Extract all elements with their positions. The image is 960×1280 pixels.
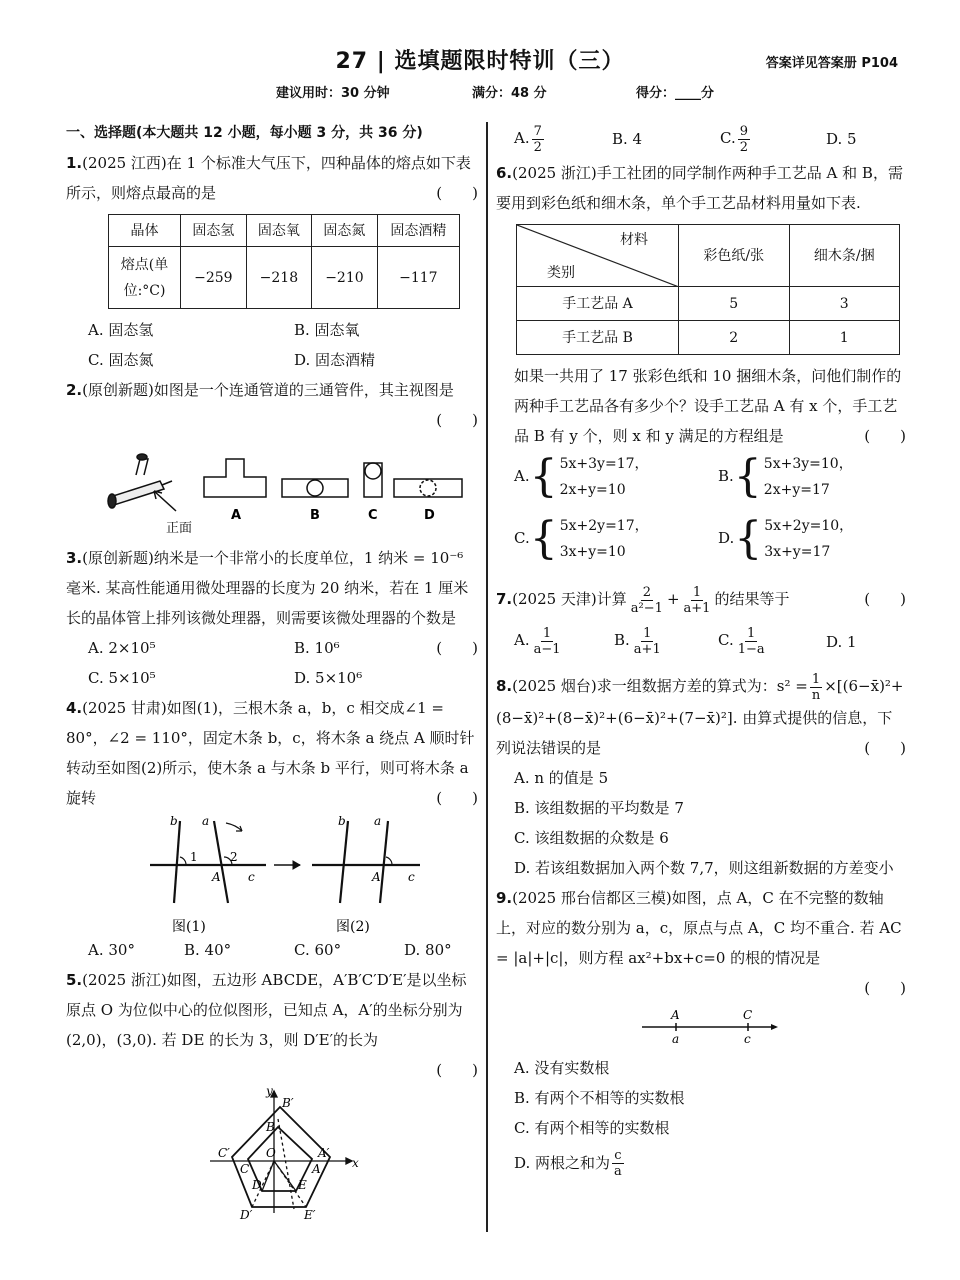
fraction-denominator: a−1 <box>533 641 561 657</box>
question-text: (2025 浙江)如图，五边形 ABCDE，A′B′C′D′E′是以坐标原点 O 为位似中心的位似图形，已知点 A，A′的坐标分别为(2,0)，(3,0). 若 DE 的长为 3，则 D′E′的长为 <box>66 971 467 1049</box>
option-label: B. <box>718 467 734 485</box>
answer-paren: ( ) <box>864 738 906 757</box>
option[interactable]: C. 有两个相等的实数根 <box>514 1118 670 1137</box>
melting-point-table <box>108 214 460 309</box>
fraction-numerator: 1 <box>542 625 552 641</box>
svg-text:D′: D′ <box>240 1208 253 1221</box>
option[interactable]: D. 1 <box>826 633 857 651</box>
fraction-numerator: 1 <box>692 584 702 600</box>
option[interactable]: C. 60° <box>294 941 342 959</box>
question-6 <box>496 158 906 575</box>
svg-text:B: B <box>266 1120 275 1134</box>
option[interactable]: B. 固态氧 <box>294 321 360 339</box>
option-label: C. <box>514 529 530 547</box>
rotating-sticks-figure <box>66 813 478 935</box>
answer-paren: ( ) <box>864 427 906 445</box>
question-number: 8. <box>496 677 513 695</box>
answer-paren: ( ) <box>864 590 906 608</box>
question-4 <box>66 693 478 965</box>
option[interactable]: D. 若该组数据加入两个数 7,7，则这组新数据的方差变小 <box>514 858 894 877</box>
page-title: 27 | 选填题限时特训（三） <box>335 49 625 74</box>
fraction-numerator: 1 <box>811 671 821 687</box>
question-8 <box>496 671 906 883</box>
diagonal-line <box>517 225 679 287</box>
option[interactable]: D. { 5x+2y=10， 3x+y=17 <box>718 513 854 564</box>
figure-label-c: C <box>368 508 378 523</box>
right-column <box>496 118 906 1183</box>
table-cell: 5 <box>679 287 790 321</box>
question-number: 5. <box>66 971 83 989</box>
table-cell: 手工艺品 A <box>517 287 679 321</box>
option[interactable]: D. 5×10⁶ <box>294 669 363 687</box>
option[interactable]: A. n 的值是 5 <box>514 768 609 787</box>
question-text: (原创新题)如图是一个连通管道的三通管件，其主视图是 <box>82 381 454 399</box>
fraction-numerator: 1 <box>747 625 756 641</box>
option[interactable]: A. 30° <box>88 941 135 959</box>
question-text: (2025 烟台)求一组数据方差的算式为：s² = <box>512 677 808 695</box>
figure-label-b: B <box>310 508 320 523</box>
answer-paren: ( ) <box>436 639 478 657</box>
table-cell: −117 <box>377 247 459 309</box>
svg-text:2: 2 <box>230 850 238 864</box>
table-header-cell: 彩色纸/张 <box>679 225 790 287</box>
svg-text:b: b <box>338 814 346 828</box>
table-cell: 3 <box>789 287 900 321</box>
question-number: 6. <box>496 164 513 182</box>
option[interactable]: C. 该组数据的众数是 6 <box>514 828 669 847</box>
option[interactable] <box>718 625 769 657</box>
fraction-numerator: 2 <box>642 584 651 600</box>
question-7 <box>496 579 906 665</box>
option-label: A. <box>514 129 530 147</box>
option[interactable]: D. 固态酒精 <box>294 351 376 369</box>
point-a-label: A <box>671 1007 680 1022</box>
question-5 <box>66 965 478 1221</box>
fraction-numerator: 1 <box>643 625 652 641</box>
header-material: 材料 <box>620 232 648 248</box>
question-text: (2025 邢台信都区三模)如图，点 A，C 在不完整的数轴上，对应的数分别为 a，c，原点与点 A，C 均不重合. 若 AC = |a|+|c|，则方程 ax²+bx+c=0 的根的情况是 <box>496 888 902 967</box>
value-c-label: c <box>744 1031 751 1046</box>
option-text: D. 两根之和为 <box>514 1153 611 1172</box>
question-text: (2025 天津)计算 <box>512 590 627 608</box>
svg-text:c: c <box>408 870 415 884</box>
figure-label-d: D <box>424 508 435 523</box>
svg-text:B′: B′ <box>282 1096 294 1110</box>
equation-line: 5x+3y=17， <box>559 456 649 472</box>
fraction-numerator: 9 <box>739 123 748 139</box>
question-text: 如果一共用了 17 张彩色纸和 10 捆细木条，问他们制作的两种手工艺品各有多少个？设手工艺品 A 有 x 个，手工艺品 B 有 y 个，则 x 和 y 满足的方程组是 <box>514 367 902 445</box>
fraction-denominator: a+1 <box>633 641 661 657</box>
equation-line: 5x+3y=10， <box>763 456 853 472</box>
table-header-cell: 固态酒精 <box>377 215 459 247</box>
answer-paren: ( ) <box>436 789 478 807</box>
table-header-cell: 固态氮 <box>312 215 378 247</box>
materials-table <box>516 224 900 355</box>
table-cell: −218 <box>246 247 312 309</box>
fraction-numerator: 7 <box>533 123 542 139</box>
option-label: C. <box>718 631 734 649</box>
fraction-denominator: 2 <box>739 139 748 155</box>
question-9 <box>496 883 906 1183</box>
option-label: A. <box>514 467 530 485</box>
svg-text:A′: A′ <box>318 1146 330 1160</box>
column-divider <box>486 122 488 1232</box>
figure-1-caption: 图(1) <box>172 919 206 935</box>
question-2 <box>66 375 478 537</box>
figure-label-a: A <box>231 508 242 523</box>
equation-line: 3x+y=10 <box>559 544 626 560</box>
score-blank: 得分：____分 <box>636 86 715 101</box>
question-text: 的结果等于 <box>714 590 790 608</box>
question-text: (2025 江西)在 1 个标准大气压下，四种晶体的熔点如下表所示，则熔点最高的是 <box>66 154 471 202</box>
fraction-denominator: n <box>811 687 821 703</box>
question-text: (2025 浙江)手工社团的同学制作两种手工艺品 A 和 B，需要用到彩色纸和细木条，单个手工艺品材料用量如下表. <box>496 164 903 212</box>
svg-text:O: O <box>266 1146 276 1160</box>
equation-line: 3x+y=17 <box>764 544 831 560</box>
fraction-denominator: a+1 <box>683 600 711 616</box>
option[interactable] <box>496 1143 906 1183</box>
table-cell: −259 <box>181 247 247 309</box>
fraction-numerator: c <box>614 1148 622 1163</box>
equation-line: 2x+y=10 <box>559 482 626 498</box>
equation-line: 5x+2y=17， <box>559 518 649 534</box>
svg-text:C: C <box>240 1162 250 1176</box>
question-number: 3. <box>66 549 83 567</box>
question-number: 4. <box>66 699 83 717</box>
svg-text:C′: C′ <box>218 1146 230 1160</box>
question-1 <box>66 148 478 375</box>
question-number: 2. <box>66 381 83 399</box>
option[interactable]: B. 该组数据的平均数是 7 <box>514 798 684 817</box>
point-c-label: C <box>743 1007 753 1022</box>
table-header-cell: 晶体 <box>109 215 181 247</box>
table-cell: 2 <box>679 321 790 355</box>
option[interactable] <box>514 123 546 155</box>
svg-text:A: A <box>372 870 381 884</box>
option[interactable]: C. { 5x+2y=17， 3x+y=10 <box>514 513 649 564</box>
option-label: A. <box>514 631 530 649</box>
question-text: (原创新题)纳米是一个非常小的长度单位，1 纳米 = 10⁻⁶ 毫米. 某高性能通用微处理器的长度为 20 纳米，若在 1 厘米长的晶体管上排列该微处理器，则需要该微处理器的个数是 <box>66 549 469 627</box>
question-5-options <box>496 118 906 158</box>
question-text: (2025 甘肃)如图(1)，三根木条 a，b，c 相交成∠1 = 80°，∠2 = 110°，固定木条 b，c，将木条 a 绕点 A 顺时针转动至如图(2)所示，使木条 a 与木条 b 平行，则可将木条 a 旋转 <box>66 699 475 807</box>
svg-text:D: D <box>252 1178 262 1192</box>
row-label: 熔点(单 <box>120 256 169 273</box>
section-heading: 一、选择题(本大题共 12 小题，每小题 3 分，共 36 分) <box>66 125 423 141</box>
table-cell: 手工艺品 B <box>517 321 679 355</box>
svg-text:1: 1 <box>190 850 198 864</box>
left-column <box>66 118 478 1221</box>
option[interactable]: A. 固态氢 <box>88 321 154 339</box>
svg-text:y: y <box>266 1085 273 1098</box>
question-3 <box>66 543 478 693</box>
fraction-denominator: a <box>614 1164 622 1179</box>
option[interactable]: C. 固态氮 <box>88 351 154 369</box>
fraction-denominator: a²−1 <box>630 600 663 616</box>
question-text: ×[(6−x̄)²+(8−x̄)²+(8−x̄)²+(6−x̄)²+(7−x̄)²]. 由算式提供的信息，下列说法错误的是 <box>496 677 904 757</box>
number-line-figure <box>496 1003 906 1053</box>
option[interactable]: A. 2×10⁵ <box>88 639 156 657</box>
svg-text:A: A <box>212 870 221 884</box>
table-header-cell: 固态氧 <box>246 215 312 247</box>
option[interactable] <box>614 625 665 657</box>
option[interactable]: D. 5 <box>826 130 857 148</box>
option[interactable]: C. 5×10⁵ <box>88 669 156 687</box>
table-cell: 1 <box>789 321 900 355</box>
svg-text:a: a <box>374 814 382 828</box>
option[interactable] <box>514 625 565 657</box>
svg-text:A: A <box>312 1162 321 1176</box>
question-number: 1. <box>66 154 83 172</box>
equation-line: 5x+2y=10， <box>764 518 854 534</box>
header-category: 类别 <box>547 265 575 281</box>
row-label: 位:°C) <box>123 282 166 299</box>
table-header-cell: 固态氢 <box>181 215 247 247</box>
svg-text:x: x <box>352 1156 359 1170</box>
option[interactable]: D. 80° <box>404 941 452 959</box>
option-label: D. <box>718 529 735 547</box>
option[interactable]: B. 有两个不相等的实数根 <box>514 1088 685 1107</box>
option[interactable] <box>720 123 752 155</box>
suggested-time: 建议用时：30 分钟 <box>276 86 390 101</box>
equation-line: 2x+y=17 <box>763 482 830 498</box>
option[interactable]: A. { 5x+3y=17， 2x+y=10 <box>514 451 649 502</box>
table-cell: −210 <box>312 247 378 309</box>
front-view-label: 正面 <box>166 521 193 536</box>
option[interactable]: B. 4 <box>612 130 643 148</box>
diagonal-header <box>517 225 679 287</box>
option-label: C. <box>720 129 736 147</box>
table-header-cell: 细木条/捆 <box>789 225 900 287</box>
value-a-label: a <box>672 1031 680 1046</box>
question-number: 9. <box>496 888 513 907</box>
plus-sign: + <box>666 590 680 608</box>
full-score: 满分：48 分 <box>472 86 547 101</box>
answer-paren: ( ) <box>436 184 478 202</box>
svg-text:a: a <box>202 814 210 828</box>
option-label: B. <box>614 631 630 649</box>
question-number: 7. <box>496 590 513 608</box>
answer-reference: 答案详见答案册 P104 <box>765 56 898 71</box>
answer-paren: ( ) <box>436 411 478 429</box>
option[interactable]: B. { 5x+3y=10， 2x+y=17 <box>718 451 853 502</box>
fraction-denominator: 1−a <box>737 641 765 657</box>
svg-text:b: b <box>170 814 178 828</box>
answer-paren: ( ) <box>864 978 906 997</box>
answer-paren: ( ) <box>436 1061 478 1079</box>
svg-text:E′: E′ <box>304 1208 316 1221</box>
fraction-denominator: 2 <box>533 139 542 155</box>
svg-text:E: E <box>298 1178 307 1192</box>
tee-fitting-figure <box>66 435 478 523</box>
option[interactable]: B. 10⁶ <box>294 639 340 657</box>
option[interactable]: A. 没有实数根 <box>514 1058 610 1077</box>
svg-text:c: c <box>248 870 255 884</box>
option[interactable]: B. 40° <box>184 941 232 959</box>
figure-2-caption: 图(2) <box>336 919 370 935</box>
pentagon-similarity-figure <box>66 1085 478 1221</box>
